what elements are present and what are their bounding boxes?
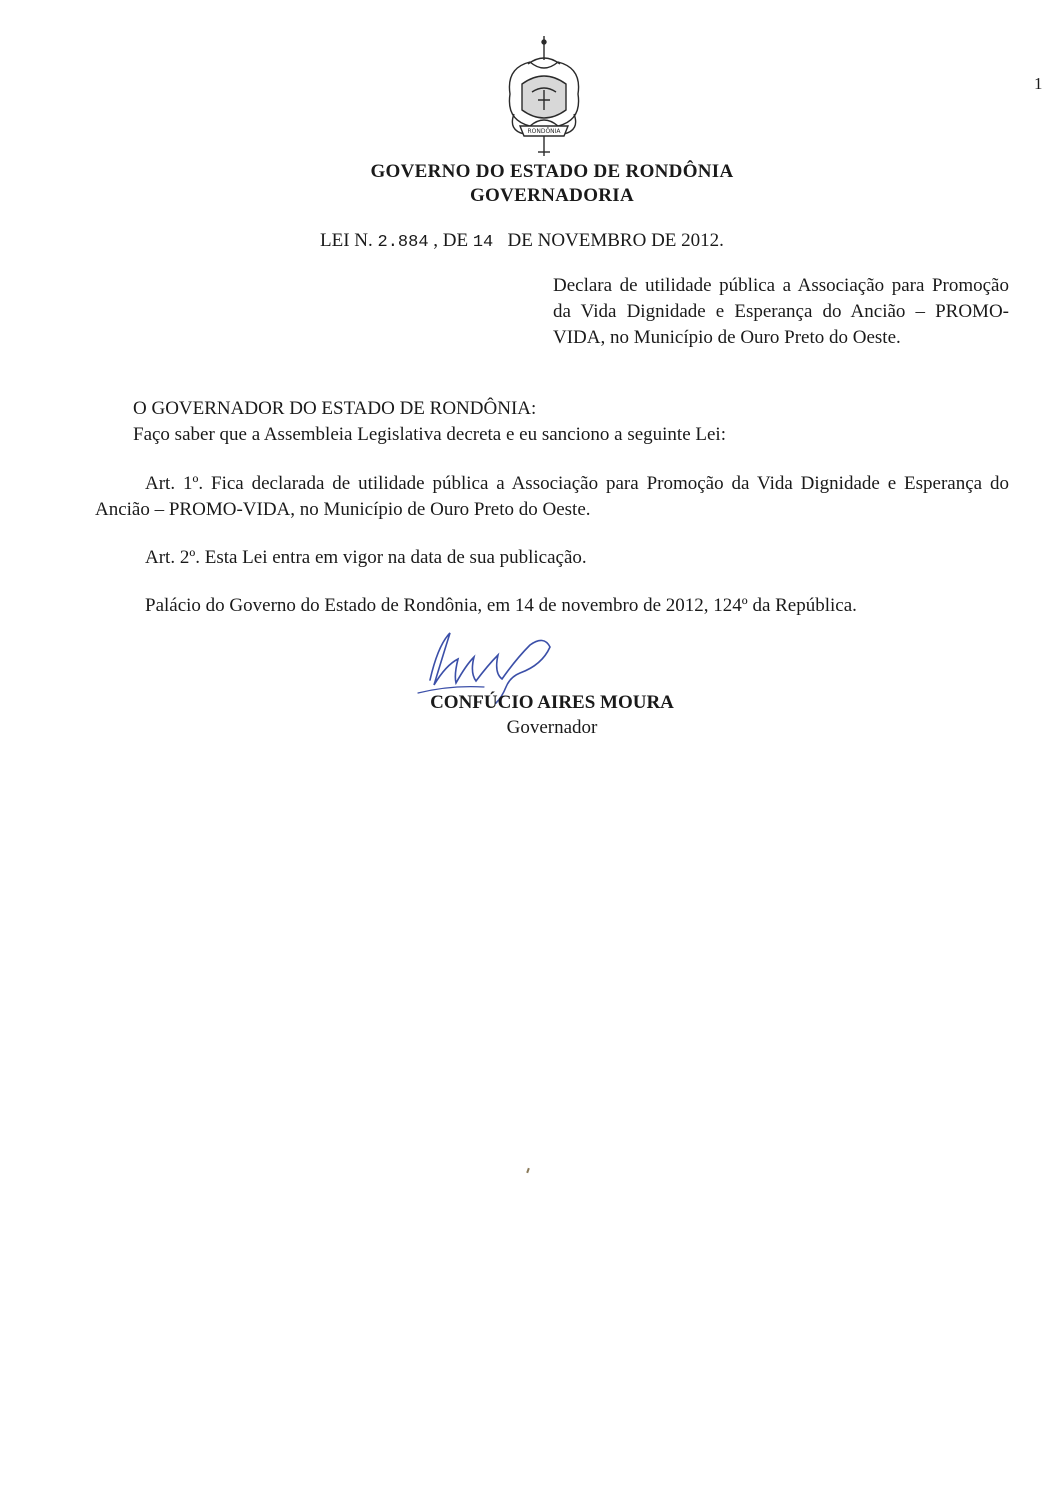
- article-2: Art. 2º. Esta Lei entra em vigor na data de sua publicação.: [145, 547, 587, 568]
- law-summary: Declara de utilidade pública a Associação para Promoção da Vida Dignidade e Esperança do Ancião – PROMO-VIDA, no Município de Ouro Preto do Oeste.: [553, 275, 1009, 348]
- law-number: 2.884: [377, 233, 429, 252]
- page-number: 1: [1034, 74, 1043, 93]
- signer-role: Governador: [506, 717, 598, 738]
- office-header: GOVERNADORIA: [469, 185, 635, 206]
- enacting-clause: Faço saber que a Assembleia Legislativa decreta e eu sanciono a seguinte Lei:: [133, 424, 726, 445]
- signer-name: CONFÚCIO AIRES MOURA: [430, 692, 674, 713]
- article-1: Art. 1º. Fica declarada de utilidade pública a Associação para Promoção da Vida Dignidade e Esperança do Ancião – PROMO-VIDA, no Município de Ouro Preto do Oeste.: [95, 473, 1009, 520]
- law-title: [320, 230, 724, 252]
- law-prefix: LEI N.: [320, 230, 373, 251]
- closing-statement: Palácio do Governo do Estado de Rondônia, em 14 de novembro de 2012, 124º da República.: [145, 595, 857, 616]
- emblem-motto: RONDÔNIA: [527, 128, 561, 135]
- law-date-rest: DE NOVEMBRO DE 2012.: [507, 230, 724, 251]
- enacting-authority: O GOVERNADOR DO ESTADO DE RONDÔNIA:: [133, 398, 537, 419]
- law-date-separator: , DE: [433, 230, 469, 251]
- law-day: 14: [472, 233, 494, 252]
- coat-of-arms-emblem: [498, 34, 590, 158]
- government-header: GOVERNO DO ESTADO DE RONDÔNIA: [370, 161, 734, 182]
- scan-speck: [526, 1168, 530, 1173]
